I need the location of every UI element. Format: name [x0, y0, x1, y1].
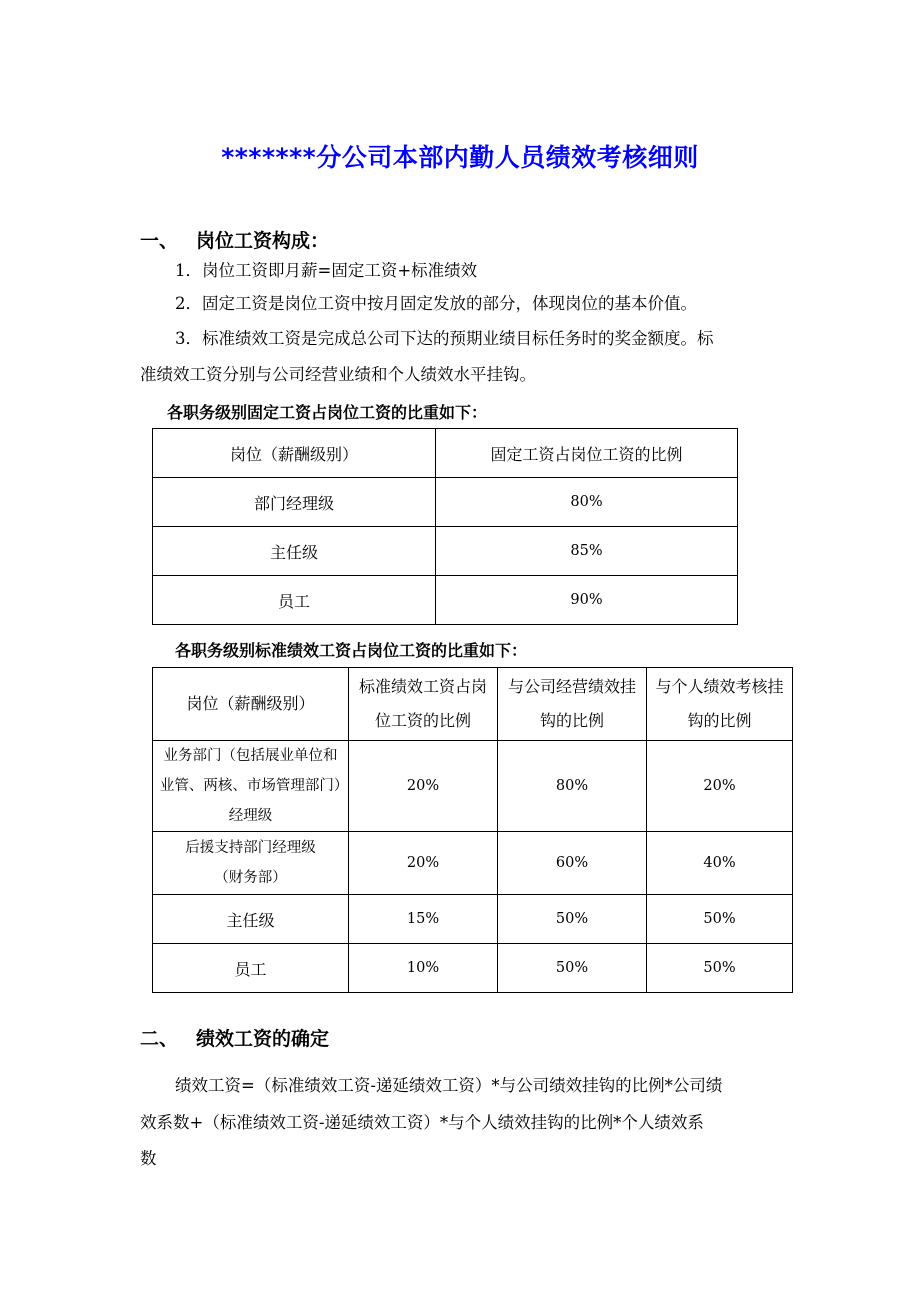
- page-title: *******分公司本部内勤人员绩效考核细则: [221, 143, 699, 172]
- table-header-cell: 固定工资占岗位工资的比例: [436, 429, 738, 478]
- section2-number: 二、: [140, 1028, 179, 1050]
- table-cell: 主任级: [153, 527, 436, 576]
- section2-title: 绩效工资的确定: [196, 1028, 330, 1050]
- formula-line-2: 效系数+（标准绩效工资-递延绩效工资）*与个人绩效挂钩的比例*个人绩效系: [140, 1113, 704, 1132]
- table-header-row: [153, 429, 738, 478]
- table-header-cell: 与公司经营绩效挂钩的比例: [498, 668, 647, 741]
- table-cell: 85%: [436, 527, 738, 576]
- table-cell: 15%: [349, 895, 498, 944]
- table-cell: 50%: [498, 944, 647, 993]
- table-cell: 50%: [647, 944, 793, 993]
- performance-salary-table: [152, 667, 793, 993]
- table-header-cell: 标准绩效工资占岗位工资的比例: [349, 668, 498, 741]
- formula-line-1: 绩效工资=（标准绩效工资-递延绩效工资）*与公司绩效挂钩的比例*公司绩: [175, 1076, 723, 1095]
- table-cell: 80%: [498, 741, 647, 832]
- section1-heading: [140, 226, 329, 253]
- section1-item-3-continued: 准绩效工资分别与公司经营业绩和个人绩效水平挂钩。: [140, 365, 536, 384]
- table-header-row: [153, 668, 793, 741]
- table-cell: 业务部门（包括展业单位和业管、两核、市场管理部门）经理级: [153, 741, 349, 832]
- table-row: [153, 832, 793, 895]
- table-cell: 部门经理级: [153, 478, 436, 527]
- table-header-cell: 与个人绩效考核挂钩的比例: [647, 668, 793, 741]
- table-header-cell: 岗位（薪酬级别）: [153, 429, 436, 478]
- table-row: [153, 527, 738, 576]
- table-cell: 员工: [153, 944, 349, 993]
- section1-title: 岗位工资构成：: [196, 230, 330, 252]
- table-row: [153, 478, 738, 527]
- table-cell: 20%: [647, 741, 793, 832]
- table-cell: 60%: [498, 832, 647, 895]
- table-cell: 后援支持部门经理级（财务部）: [153, 832, 349, 895]
- table-cell: 40%: [647, 832, 793, 895]
- table2-caption: 各职务级别标准绩效工资占岗位工资的比重如下：: [175, 641, 528, 660]
- table-cell: 50%: [647, 895, 793, 944]
- section1-item-2: 2．固定工资是岗位工资中按月固定发放的部分，体现岗位的基本价值。: [175, 294, 697, 313]
- table-cell: 20%: [349, 741, 498, 832]
- section1-item-3: 3．标准绩效工资是完成总公司下达的预期业绩目标任务时的奖金额度。标: [175, 329, 714, 348]
- table-cell: 50%: [498, 895, 647, 944]
- table-row: [153, 576, 738, 625]
- section1-number: 一、: [140, 230, 179, 252]
- table-cell: 80%: [436, 478, 738, 527]
- formula-line-3: 数: [140, 1149, 157, 1168]
- table-cell: 主任级: [153, 895, 349, 944]
- table-cell: 90%: [436, 576, 738, 625]
- table1-caption: 各职务级别固定工资占岗位工资的比重如下：: [167, 403, 488, 422]
- table-cell: 20%: [349, 832, 498, 895]
- section2-heading: [140, 1024, 329, 1051]
- table-row: [153, 944, 793, 993]
- table-cell: 员工: [153, 576, 436, 625]
- table-row: [153, 741, 793, 832]
- fixed-salary-table: [152, 428, 738, 625]
- table-row: [153, 895, 793, 944]
- table-header-cell: 岗位（薪酬级别）: [153, 668, 349, 741]
- section1-item-1: 1．岗位工资即月薪=固定工资+标准绩效: [175, 261, 478, 280]
- table-cell: 10%: [349, 944, 498, 993]
